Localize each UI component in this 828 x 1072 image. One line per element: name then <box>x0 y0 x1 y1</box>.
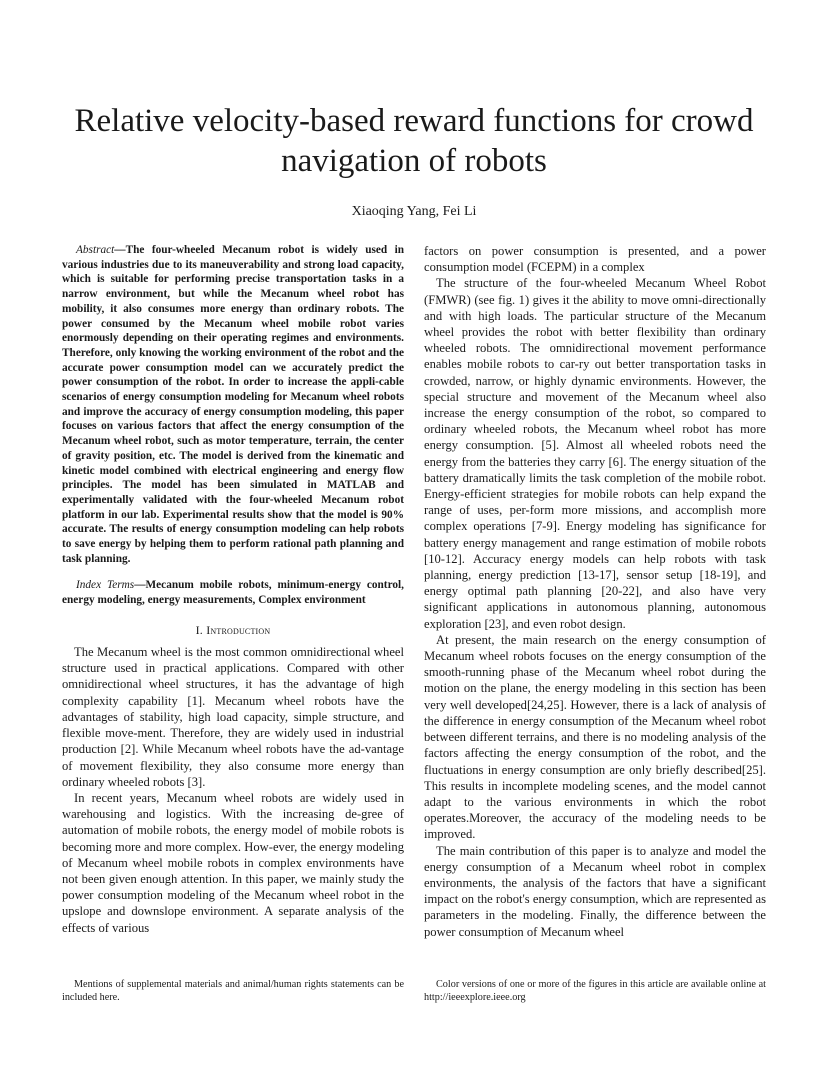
abstract-label: Abstract <box>76 244 115 256</box>
right-column <box>424 243 766 940</box>
body-paragraph: factors on power consumption is presented, and a power consumption model (FCEPM) in a complex <box>424 244 766 275</box>
section-heading: I. Introduction <box>195 622 271 637</box>
body-paragraph: In recent years, Mecanum wheel robots are widely used in warehousing and logistics. With the increasing de-gree of automation of mobile robots, the energy model of mobile robots is becoming more and more complex. How-ever, the energy modeling of Mecanum wheel mobile robots in complex environments have not been given enough attention. In this paper, we mainly study the power consumption modeling of the Mecanum wheel robot in the upslope and downslope environment. A separate analysis of the effects of various <box>62 790 404 935</box>
index-terms-label: Index Terms <box>76 579 135 592</box>
footnote-left: Mentions of supplemental materials and animal/human rights statements can be included here. <box>62 979 404 1003</box>
body-paragraph: At present, the main research on the energy consumption of Mecanum wheel robots focuses on the energy consumption of the smooth-running phase of the Mecanum wheel robot during the motion on the plane, the energy modeling in this section has been very well developed[24,25]. However, there is a lack of analysis of the difference in energy consumption of the Mecanum wheel robot between different terrains, and there is no modeling analysis of the factors affecting the energy consumption of the robot, and the fluctuations in energy consumption are only briefly described[25]. This results in incomplete modeling scenes, and the model cannot adapt to the various environments in which the robot operates.Moreover, the accuracy of the modeling needs to be improved. <box>424 632 766 842</box>
abstract <box>62 243 404 566</box>
paper-title: Relative velocity-based reward functions for crowd navigation of robots <box>74 103 754 179</box>
index-terms-text: —Mecanum mobile robots, minimum-energy control, energy modeling, energy measurements, Complex environment <box>62 579 404 607</box>
left-column <box>62 243 404 936</box>
paper-authors: Xiaoqing Yang, Fei Li <box>351 204 477 219</box>
abstract-text: —The four-wheeled Mecanum robot is widely used in various industries due to its maneuverability and strong load capacity, which is suitable for performing precise transportation tasks in a narrow environment, but while the Mecanum wheel robot has mobility, it also consumes more energy than ordinary robots. The power consumed by the Mecanum wheel mobile robot varies enormously depending on their operating regimes and environments. Therefore, only knowing the working environment of the robot and the accurate power consumption model can we accurately predict the power consumption of the robot. In order to increase the appli-cable scenarios of energy consumption modeling for Mecanum wheel robots and improve the accuracy of energy consumption modeling, this paper focuses on various factors that affect the energy consumption of the Mecanum wheel robot, such as motor temperature, terrain, the center of gravity position, etc. The model is derived from the kinematic and kinetic model combined with electrical engineering and energy flow principles. The model has been simulated in MATLAB and experimentally validated with the four-wheeled Mecanum robot platform in our lab. Experimental results show that the model is 90% accurate. The results of energy consumption modeling can help robots to save energy by helping them to perform rational path planning and task planning. <box>62 244 404 565</box>
footnote-right: Color versions of one or more of the figures in this article are available online at http://ieeexplore.ieee.org <box>424 979 766 1003</box>
body-paragraph: The Mecanum wheel is the most common omnidirectional wheel structure used in practical applications. Compared with other omnidirectional wheel structures, it has the advantage of high complexity capability [1]. Mecanum wheel robots have the advantages of stability, high load capacity, simple structure, and flexible move-ment. Therefore, they are widely used in industrial production [2]. While Mecanum wheel robots have the ad-vantage of movement flexibility, they also consume more energy than ordinary wheeled robots [3]. <box>62 645 404 789</box>
body-paragraph: The structure of the four-wheeled Mecanum Wheel Robot (FMWR) (see fig. 1) gives it the ability to move omni-directionally and with high loads. The particular structure of the Mecanum wheel provides the robot with better flexibility than ordinary wheeled robots. The omnidirectional movement performance enables mobile robots to car-ry out better transportation tasks in crowded, narrow, or highly dynamic environments. However, the special structure and movement of the Mecanum wheel also increase the energy consumption of the robot, so compared to ordinary wheeled robots, the Mecanum wheel robot has more energy consumption. [5]. Almost all wheeled robots need the energy from the batteries they carry [6]. The energy situation of the battery dramatically limits the task completion of the mobile robot. Energy-efficient strategies for mobile robots can help expand the range of uses, per-form more missions, and accomplish more complex operations [7-9]. Energy modeling has significance for battery energy management and range estimation of mobile robots [10-12]. Accuracy energy models can help robots with task planning, energy prediction [13-17], sensor setup [18-19], and energy optimal path planning [20-22], and also have very significant applications in autonomous planning, autonomous exploration [23], and even robot design. <box>424 276 766 631</box>
index-terms <box>62 578 404 607</box>
body-paragraph: The main contribution of this paper is to analyze and model the energy consumption of a Mecanum wheel robot in complex environments, the analysis of the factors that have a significant impact on the robot's energy consumption, which are represented as parameters in the modeling. Finally, the difference between the power consumption of Mecanum wheel <box>424 843 766 939</box>
